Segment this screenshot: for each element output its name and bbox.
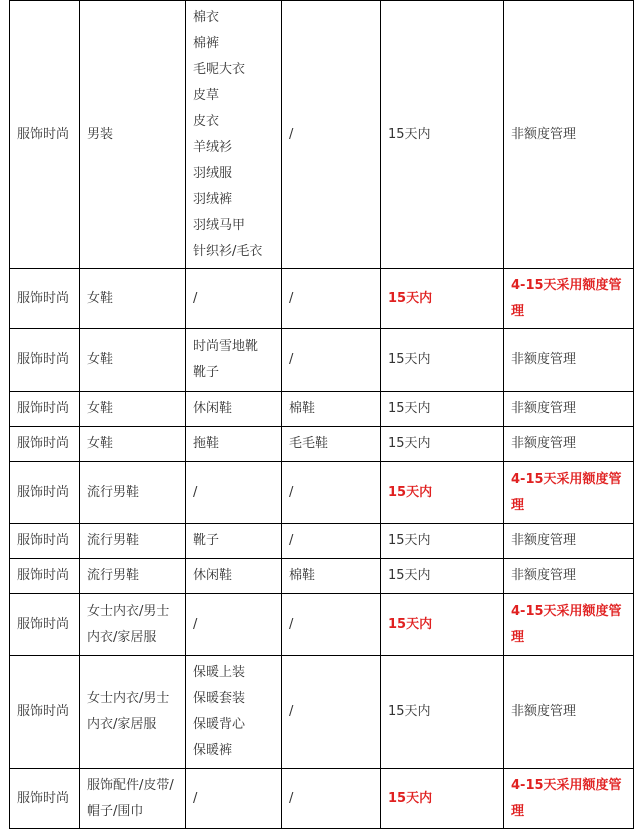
table-row [10, 427, 634, 462]
management-cell: 4-15天采用额度管理 [504, 594, 634, 656]
items-cell [186, 269, 282, 329]
items-cell [186, 656, 282, 769]
item-text: 皮草 [193, 87, 220, 103]
period-cell: 15天内 [381, 559, 504, 594]
table-row [10, 769, 634, 829]
management-cell: 4-15天采用额度管理 [504, 462, 634, 524]
table-row [10, 559, 634, 594]
item-text: / [193, 790, 198, 806]
table-row [10, 269, 634, 329]
subcategory-cell: 服饰配件/皮带/帽子/围巾 [80, 769, 186, 829]
item-text: / [193, 290, 198, 306]
period-cell: 15天内 [381, 769, 504, 829]
item-text: 羽绒马甲 [193, 217, 246, 233]
item-text: 休闲鞋 [193, 568, 233, 583]
category-cell: 服饰时尚 [10, 769, 80, 829]
item-text: 羊绒衫 [193, 139, 233, 155]
item-text: 保暖上装 [193, 665, 246, 680]
item-text: 羽绒裤 [193, 191, 233, 207]
category-cell: 服饰时尚 [10, 427, 80, 462]
subcategory-cell: 女士内衣/男士内衣/家居服 [80, 656, 186, 769]
table-row [10, 392, 634, 427]
item-text: 靴子 [193, 365, 220, 380]
table-row [10, 594, 634, 656]
table-row [10, 524, 634, 559]
category-cell: 服饰时尚 [10, 462, 80, 524]
items-cell [186, 1, 282, 269]
category-cell: 服饰时尚 [10, 1, 80, 269]
period-cell: 15天内 [381, 656, 504, 769]
exclusion-cell: / [282, 462, 381, 524]
items-cell [186, 462, 282, 524]
item-text: 休闲鞋 [193, 401, 233, 416]
item-text: 棉裤 [193, 35, 220, 51]
items-cell [186, 594, 282, 656]
items-cell [186, 392, 282, 427]
subcategory-cell: 女士内衣/男士内衣/家居服 [80, 594, 186, 656]
category-cell: 服饰时尚 [10, 329, 80, 392]
subcategory-cell: 流行男鞋 [80, 559, 186, 594]
category-cell: 服饰时尚 [10, 269, 80, 329]
management-cell: 非额度管理 [504, 559, 634, 594]
management-cell: 非额度管理 [504, 329, 634, 392]
item-text: / [193, 484, 198, 500]
management-cell: 非额度管理 [504, 524, 634, 559]
category-cell: 服饰时尚 [10, 392, 80, 427]
items-cell [186, 769, 282, 829]
category-cell: 服饰时尚 [10, 559, 80, 594]
items-cell [186, 559, 282, 594]
period-cell: 15天内 [381, 524, 504, 559]
category-cell: 服饰时尚 [10, 594, 80, 656]
period-cell: 15天内 [381, 269, 504, 329]
exclusion-cell: / [282, 329, 381, 392]
management-cell: 非额度管理 [504, 1, 634, 269]
period-cell: 15天内 [381, 1, 504, 269]
exclusion-cell: / [282, 269, 381, 329]
category-cell: 服饰时尚 [10, 656, 80, 769]
item-text: 毛呢大衣 [193, 61, 246, 77]
subcategory-cell: 流行男鞋 [80, 524, 186, 559]
exclusion-cell: / [282, 524, 381, 559]
item-text: 棉衣 [193, 9, 220, 25]
category-cell: 服饰时尚 [10, 524, 80, 559]
exclusion-cell: 毛毛鞋 [282, 427, 381, 462]
items-cell [186, 524, 282, 559]
table-row [10, 329, 634, 392]
exclusion-cell: / [282, 769, 381, 829]
exclusion-cell: 棉鞋 [282, 392, 381, 427]
management-cell: 4-15天采用额度管理 [504, 269, 634, 329]
item-text: 靴子 [193, 533, 220, 548]
exclusion-cell: / [282, 1, 381, 269]
exclusion-cell: / [282, 656, 381, 769]
item-text: 时尚雪地靴 [193, 339, 259, 354]
items-cell [186, 329, 282, 392]
table-row [10, 656, 634, 769]
management-cell: 非额度管理 [504, 392, 634, 427]
exclusion-cell: / [282, 594, 381, 656]
item-text: 羽绒服 [193, 165, 233, 181]
table-row [10, 1, 634, 269]
item-text: 拖鞋 [193, 436, 220, 451]
period-cell: 15天内 [381, 427, 504, 462]
item-text: 保暖背心 [193, 717, 246, 732]
rules-table [9, 0, 634, 829]
item-text: 保暖裤 [193, 743, 233, 758]
period-cell: 15天内 [381, 329, 504, 392]
subcategory-cell: 女鞋 [80, 427, 186, 462]
subcategory-cell: 男装 [80, 1, 186, 269]
exclusion-cell: 棉鞋 [282, 559, 381, 594]
item-text: / [193, 616, 198, 632]
management-cell: 非额度管理 [504, 427, 634, 462]
item-text: 保暖套装 [193, 691, 246, 706]
subcategory-cell: 女鞋 [80, 329, 186, 392]
item-text: 针织衫/毛衣 [193, 243, 263, 259]
period-cell: 15天内 [381, 392, 504, 427]
subcategory-cell: 女鞋 [80, 392, 186, 427]
period-cell: 15天内 [381, 594, 504, 656]
management-cell: 4-15天采用额度管理 [504, 769, 634, 829]
item-text: 皮衣 [193, 113, 220, 129]
subcategory-cell: 女鞋 [80, 269, 186, 329]
table-row [10, 462, 634, 524]
items-cell [186, 427, 282, 462]
management-cell: 非额度管理 [504, 656, 634, 769]
subcategory-cell: 流行男鞋 [80, 462, 186, 524]
period-cell: 15天内 [381, 462, 504, 524]
